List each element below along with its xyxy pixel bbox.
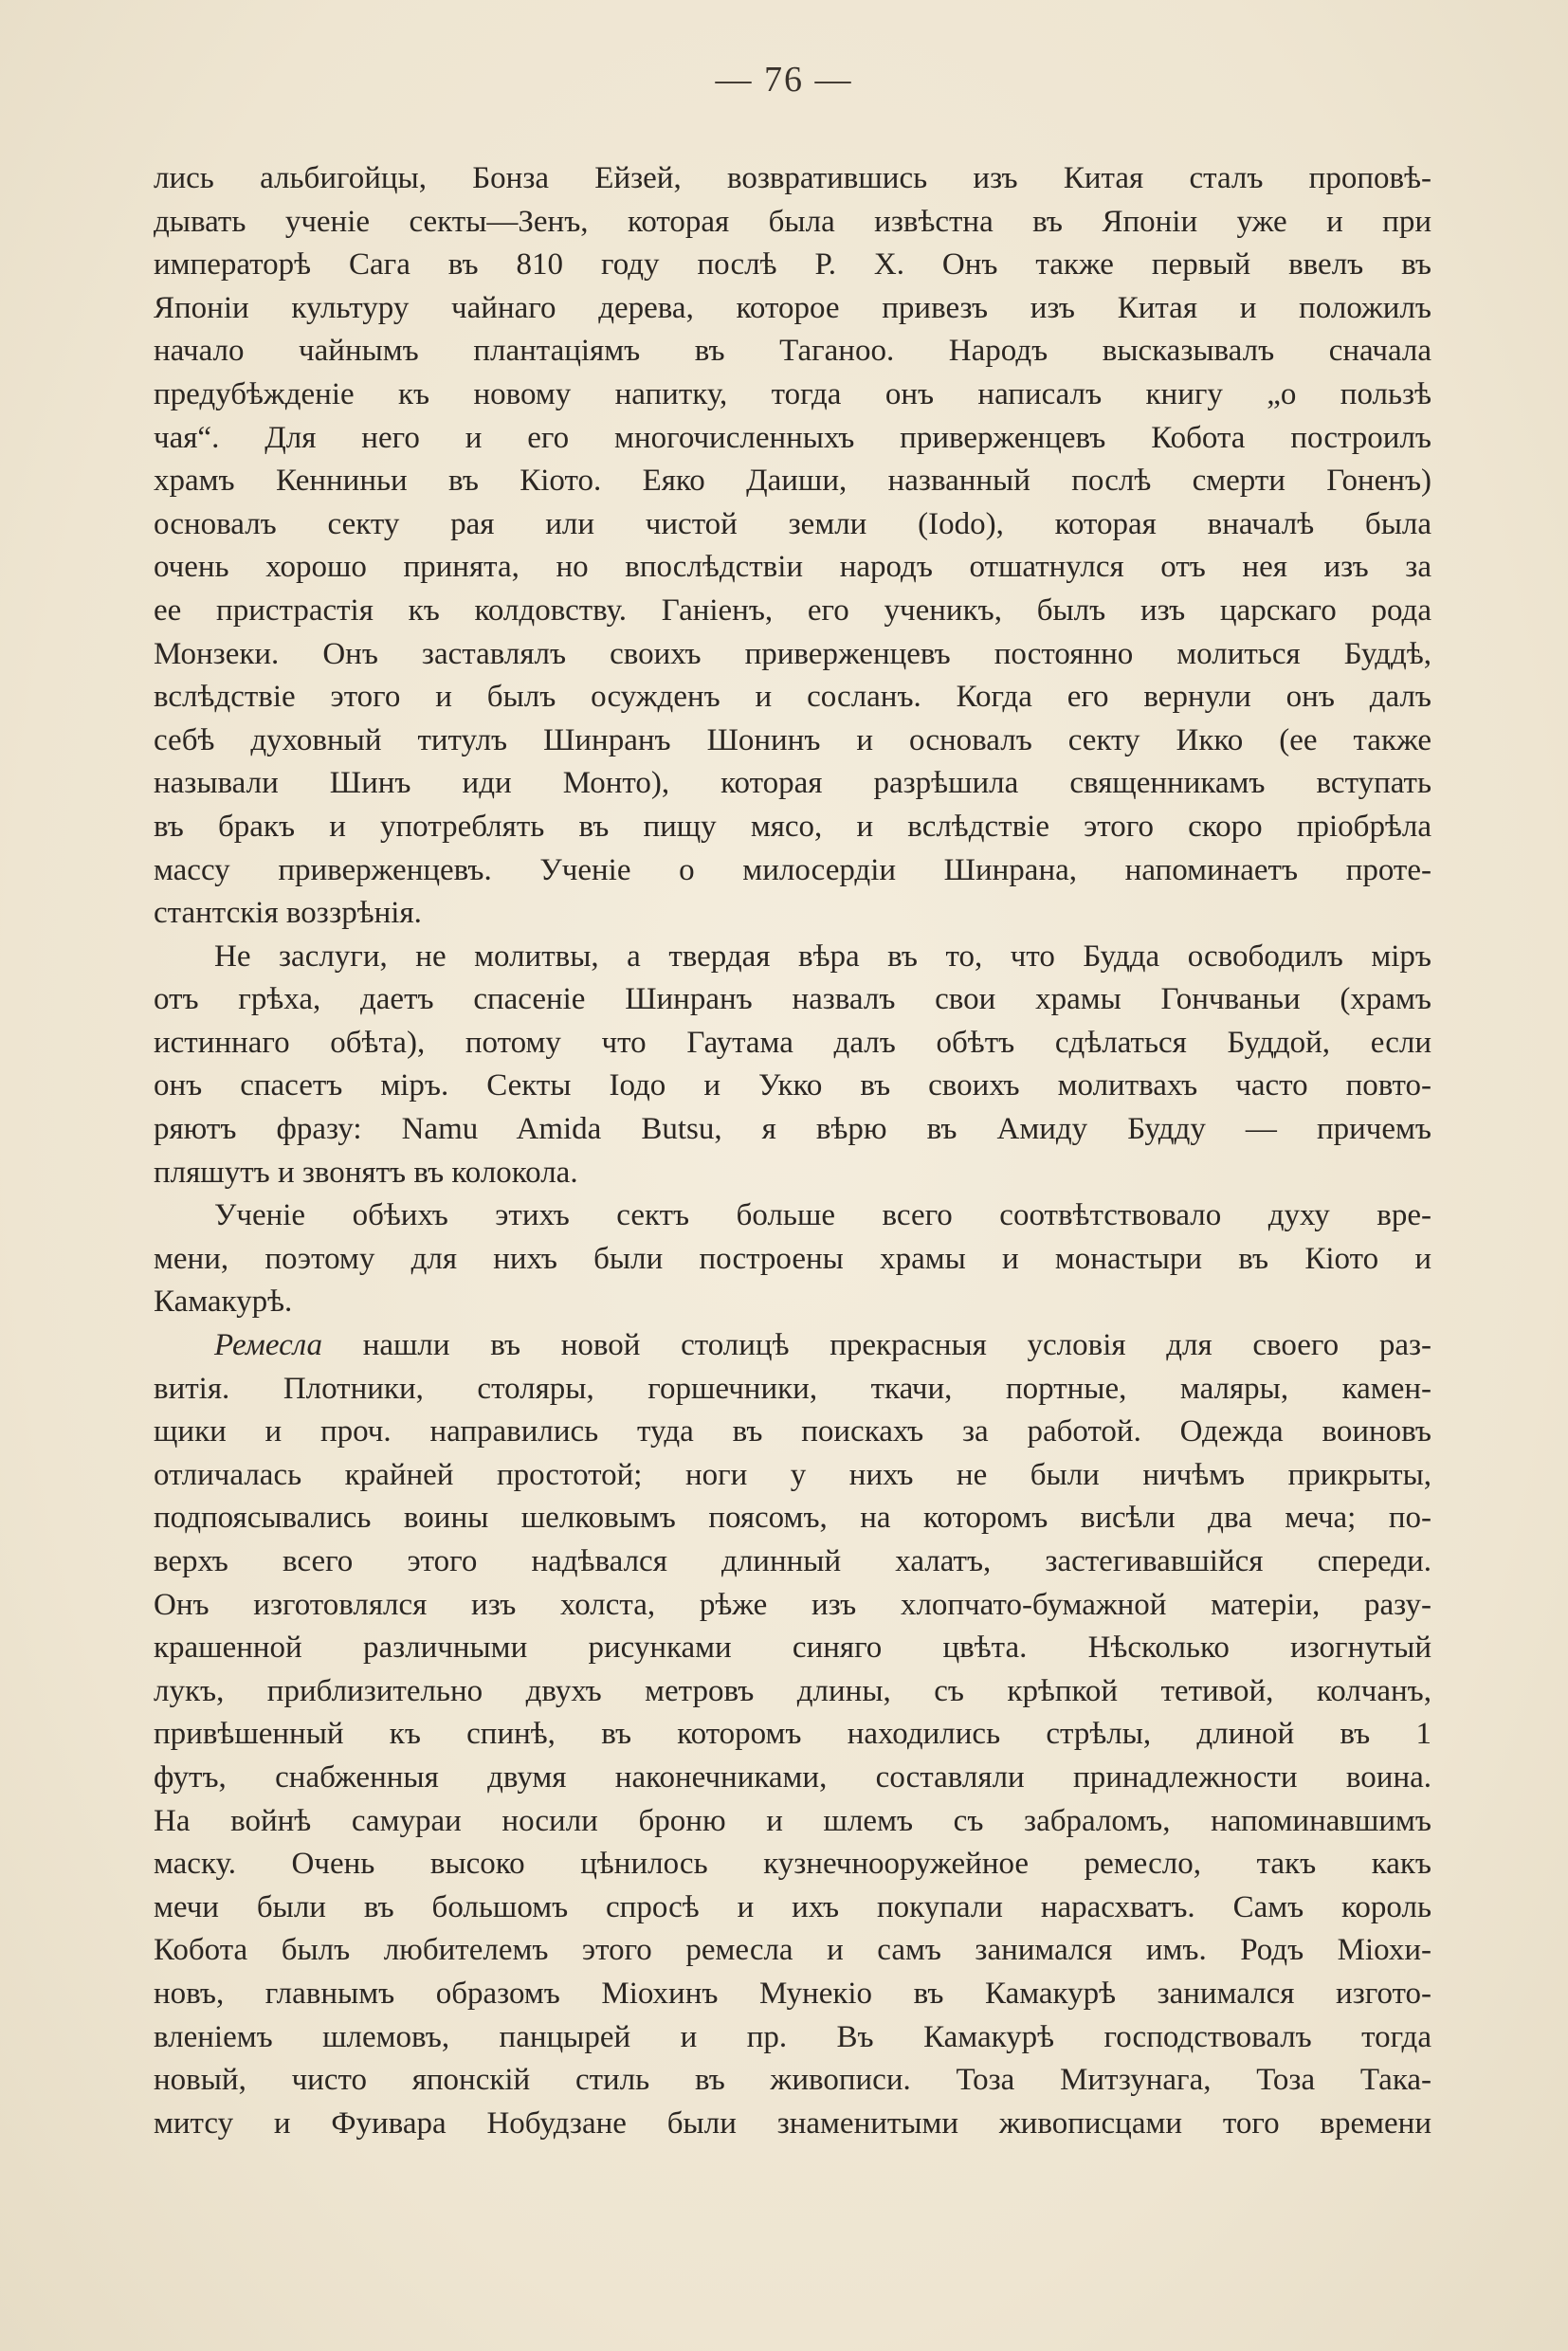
text-line: императорѣ Сага въ 810 году послѣ Р. Х. Онъ также первый ввелъ въ (154, 247, 1431, 282)
text-line: ряютъ фразу: Namu Amida Butsu, я вѣрю въ Амиду Будду — причемъ (154, 1112, 1431, 1147)
text-line: новъ, главнымъ образомъ Міохинъ Мунекіо въ Камакурѣ занимался изгото- (154, 1976, 1431, 2011)
paragraph-2 (154, 936, 1431, 1195)
text-line: дывать ученіе секты—Зенъ, которая была извѣстна въ Японіи уже и при (154, 204, 1431, 239)
text-line: лукъ, приблизительно двухъ метровъ длины, съ крѣпкой тетивой, колчанъ, (154, 1673, 1431, 1708)
text-line: крашенной различными рисунками синяго цвѣта. Нѣсколько изогнутый (154, 1631, 1431, 1666)
text-line: отъ грѣха, даетъ спасеніе Шинранъ назвалъ свои храмы Гончваньи (храмъ (154, 982, 1431, 1017)
text-line: называли Шинъ иди Монто), которая разрѣшила священникамъ вступать (154, 766, 1431, 801)
text-line: очень хорошо принята, но впослѣдствіи народъ отшатнулся отъ нея изъ за (154, 550, 1431, 585)
text-line-lead (154, 1324, 1431, 1368)
text-line: Не заслуги, не молитвы, а твердая вѣра въ то, что Будда освободилъ міръ (214, 939, 1431, 974)
body-text (154, 157, 1431, 2145)
text-line: подпоясывались воины шелковымъ поясомъ, на которомъ висѣли два меча; по- (154, 1501, 1431, 1536)
page-number: — 76 — (715, 60, 853, 100)
text-line: верхъ всего этого надѣвался длинный халатъ, застегивавшійся спереди. (154, 1544, 1431, 1578)
text-line: Японіи культуру чайнаго дерева, которое привезъ изъ Китая и положилъ (154, 290, 1431, 325)
text-line: Кобота былъ любителемъ этого ремесла и самъ занимался имъ. Родъ Міохи- (154, 1933, 1431, 1968)
text-line: Монзеки. Онъ заставлялъ своихъ приверженцевъ постоянно молиться Буддѣ, (154, 636, 1431, 671)
text-line: маску. Очень высоко цѣнилось кузнечнооружейное ремесло, такъ какъ (154, 1847, 1431, 1882)
text-line: вслѣдствіе этого и былъ осужденъ и сосланъ. Когда его вернули онъ далъ (154, 680, 1431, 715)
text-line: чая“. Для него и его многочисленныхъ приверженцевъ Кобота построилъ (154, 420, 1431, 455)
text-line: новый, чисто японскій стиль въ живописи. Тоза Митзунага, Тоза Така- (154, 2063, 1431, 2098)
text-line: На войнѣ самураи носили броню и шлемъ съ забраломъ, напоминавшимъ (154, 1803, 1431, 1838)
text-line: начало чайнымъ плантаціямъ въ Таганоо. Народъ высказывалъ сначала (154, 334, 1431, 369)
text-line: отличалась крайней простотой; ноги у нихъ не были ничѣмъ прикрыты, (154, 1457, 1431, 1492)
paragraph-1 (154, 157, 1431, 936)
text-line: храмъ Кенниньи въ Кіото. Еяко Даиши, названный послѣ смерти Гоненъ) (154, 464, 1431, 499)
text-line: себѣ духовный титулъ Шинранъ Шонинъ и основалъ секту Икко (ее также (154, 722, 1431, 757)
text-line: лись альбигойцы, Бонза Ейзей, возвратившись изъ Китая сталъ проповѣ- (154, 161, 1431, 195)
text-line: Онъ изготовлялся изъ холста, рѣже изъ хлопчато-бумажной матеріи, разу- (154, 1587, 1431, 1622)
paragraph-4 (154, 1324, 1431, 2145)
text-line: витія. Плотники, столяры, горшечники, ткачи, портные, маляры, камен- (154, 1371, 1431, 1406)
text-line: мечи были въ большомъ спросѣ и ихъ покупали нарасхватъ. Самъ король (154, 1889, 1431, 1924)
text-line: основалъ секту рая или чистой земли (Iodo), которая вначалѣ была (154, 506, 1431, 541)
italic-lead-word: Ремесла (214, 1328, 323, 1363)
text-line: онъ спасетъ міръ. Секты Iодо и Укко въ своихъ молитвахъ часто повто- (154, 1068, 1431, 1103)
text-line: вленіемъ шлемовъ, панцырей и пр. Въ Камакурѣ господствовалъ тогда (154, 2019, 1431, 2054)
text-line: щики и проч. направились туда въ поискахъ за работой. Одежда воиновъ (154, 1414, 1431, 1449)
text-line: Ученіе обѣихъ этихъ сектъ больше всего соотвѣтствовало духу вре- (214, 1198, 1431, 1233)
text-line: ее пристрастія къ колдовству. Ганіенъ, его ученикъ, былъ изъ царскаго рода (154, 592, 1431, 628)
text-line: предубѣжденіе къ новому напитку, тогда онъ написалъ книгу „о пользѣ (154, 376, 1431, 411)
text-line: въ бракъ и употреблять въ пищу мясо, и вслѣдствіе этого скоро пріобрѣла (154, 809, 1431, 844)
text-line-rest: нашли въ новой столицѣ прекрасныя условія для своего раз- (322, 1328, 1431, 1363)
paragraph-3 (154, 1194, 1431, 1324)
text-line: массу приверженцевъ. Ученіе о милосердіи Шинрана, напоминаетъ проте- (154, 852, 1431, 887)
text-line: мени, поэтому для нихъ были построены храмы и монастыри въ Кіото и (154, 1241, 1431, 1276)
text-line: пляшутъ и звонятъ въ колокола. (154, 1155, 578, 1190)
text-line: митсу и Фуивара Нобудзане были знаменитыми живописцами того времени (154, 2105, 1431, 2141)
text-line: истиннаго обѣта), потому что Гаутама далъ обѣтъ сдѣлаться Буддой, если (154, 1025, 1431, 1060)
text-line: привѣшенный къ спинѣ, въ которомъ находились стрѣлы, длиной въ 1 (154, 1717, 1431, 1752)
text-line: стантскія воззрѣнія. (154, 896, 422, 931)
text-line: футъ, снабженныя двумя наконечниками, составляли принадлежности воина. (154, 1759, 1431, 1795)
text-line: Камакурѣ. (154, 1285, 293, 1320)
